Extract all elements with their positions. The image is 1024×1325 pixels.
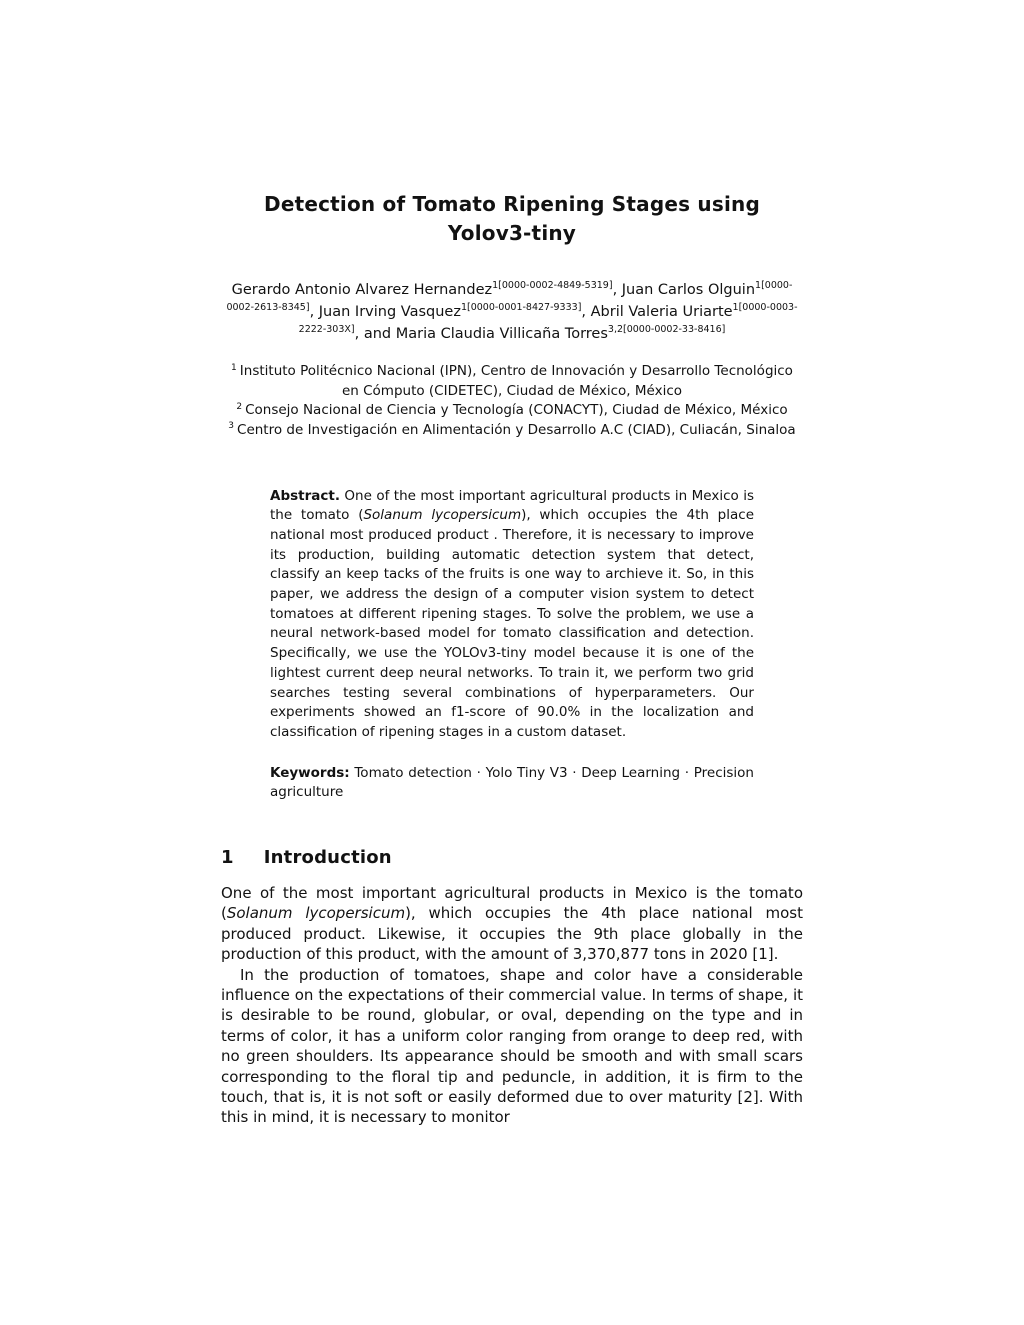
author-name: Maria Claudia Villicaña Torres: [395, 325, 608, 342]
author-3: [309, 301, 582, 320]
author-name: Abril Valeria Uriarte: [590, 303, 733, 320]
keywords-text: Tomato detection · Yolo Tiny V3 · Deep Learning · Precision agriculture: [270, 764, 754, 801]
author-orcid-superscript: 1[0000-0002-2613-8345]: [226, 280, 793, 313]
author-name: Gerardo Antonio Alvarez Hernandez: [231, 282, 493, 298]
author-separator: ,: [612, 282, 622, 298]
section-title: Introduction: [263, 847, 392, 869]
author-separator: , and: [354, 325, 396, 342]
keywords-block: [270, 764, 754, 803]
affiliation-3: [221, 421, 803, 441]
author-1: [232, 282, 613, 298]
author-orcid-superscript: 3,2[0000-0002-33-8416]: [607, 323, 726, 335]
affiliation-marker: 2: [236, 401, 243, 412]
affiliation-2: [221, 401, 803, 421]
author-separator: ,: [581, 303, 591, 320]
paper-page: [221, 0, 803, 1128]
paragraph-1-part1: One of the most important agricultural products in Mexico is the tomato (: [221, 884, 803, 923]
section-number: 1: [221, 847, 234, 869]
affiliation-list: [221, 362, 803, 440]
abstract-block: [270, 487, 754, 743]
author-5: [354, 323, 726, 342]
abstract-text-part2: ), which occupies the 4th place national most produced product . Therefore, it is necessary to improve its production, building automatic detection system that detect, classify an keep tacks of the fruits is one way to archieve it. So, in this paper, we address the design of a computer vision system to detect tomatoes at different ripening stages. To solve the problem, we use a neural network-based model for tomato classification and detection. Specifically, we use the YOLOv3-tiny model because it is one of the lightest current deep neural networks. To train it, we perform two grid searches testing several combinations of hyperparameters. Our experiments showed an f1-score of 90.0% in the localization and classification of ripening stages in a custom dataset.: [270, 507, 754, 740]
author-orcid-superscript: 1[0000-0001-8427-9333]: [460, 301, 582, 313]
author-separator: ,: [309, 303, 319, 320]
paragraph-1: [221, 883, 803, 965]
author-orcid-superscript: 1[0000-0002-4849-5319]: [492, 280, 613, 292]
affiliation-marker: 1: [231, 362, 237, 373]
affiliation-text: Centro de Investigación en Alimentación y Desarrollo A.C (CIAD), Culiacán, Sinaloa: [237, 421, 796, 438]
paper-title: [221, 190, 803, 248]
abstract-species-italic: Solanum lycopersicum: [363, 507, 522, 524]
paragraph-1-part2: ), which occupies the 4th place national most produced product. Likewise, it occupies the 9th place globally in the production of this product, with the amount of 3,370,877 tons in 2020 [1].: [221, 904, 803, 964]
affiliation-text: Consejo Nacional de Ciencia y Tecnología (CONACYT), Ciudad de México, México: [245, 402, 788, 419]
author-list: [221, 280, 803, 345]
author-name: Juan Carlos Olguin: [621, 282, 756, 298]
keywords-label: Keywords:: [270, 764, 350, 781]
paragraph-2: In the production of tomatoes, shape and color have a considerable influence on the expectations of their commercial value. In terms of shape, it is desirable to be round, globular, or oval, depending on the type and in terms of color, it has a uniform color ranging from orange to deep red, with no green shoulders. Its appearance should be smooth and with small scars corresponding to the floral tip and peduncle, in addition, it is firm to the touch, that is, it is not soft or easily deformed due to over maturity [2]. With this in mind, it is necessary to monitor: [221, 965, 803, 1127]
affiliation-1: [221, 362, 803, 401]
affiliation-text: Instituto Politécnico Nacional (IPN), Centro de Innovación y Desarrollo Tecnológico en Cómputo (CIDETEC), Ciudad de México, México: [239, 363, 793, 399]
introduction-body: [221, 883, 803, 1128]
author-orcid-superscript: 1[0000-0003-2222-303X]: [298, 301, 798, 335]
paper-title-line1: Detection of Tomato Ripening Stages using: [264, 192, 760, 216]
paragraph-1-species-italic: Solanum lycopersicum: [226, 904, 406, 923]
paper-title-line2: Yolov3-tiny: [447, 221, 577, 245]
abstract-text-part1: One of the most important agricultural products in Mexico is the tomato (: [270, 487, 754, 524]
section-heading-introduction: [221, 847, 803, 868]
affiliation-marker: 3: [228, 421, 235, 432]
abstract-label: Abstract.: [270, 487, 340, 504]
author-name: Juan Irving Vasquez: [318, 303, 461, 320]
